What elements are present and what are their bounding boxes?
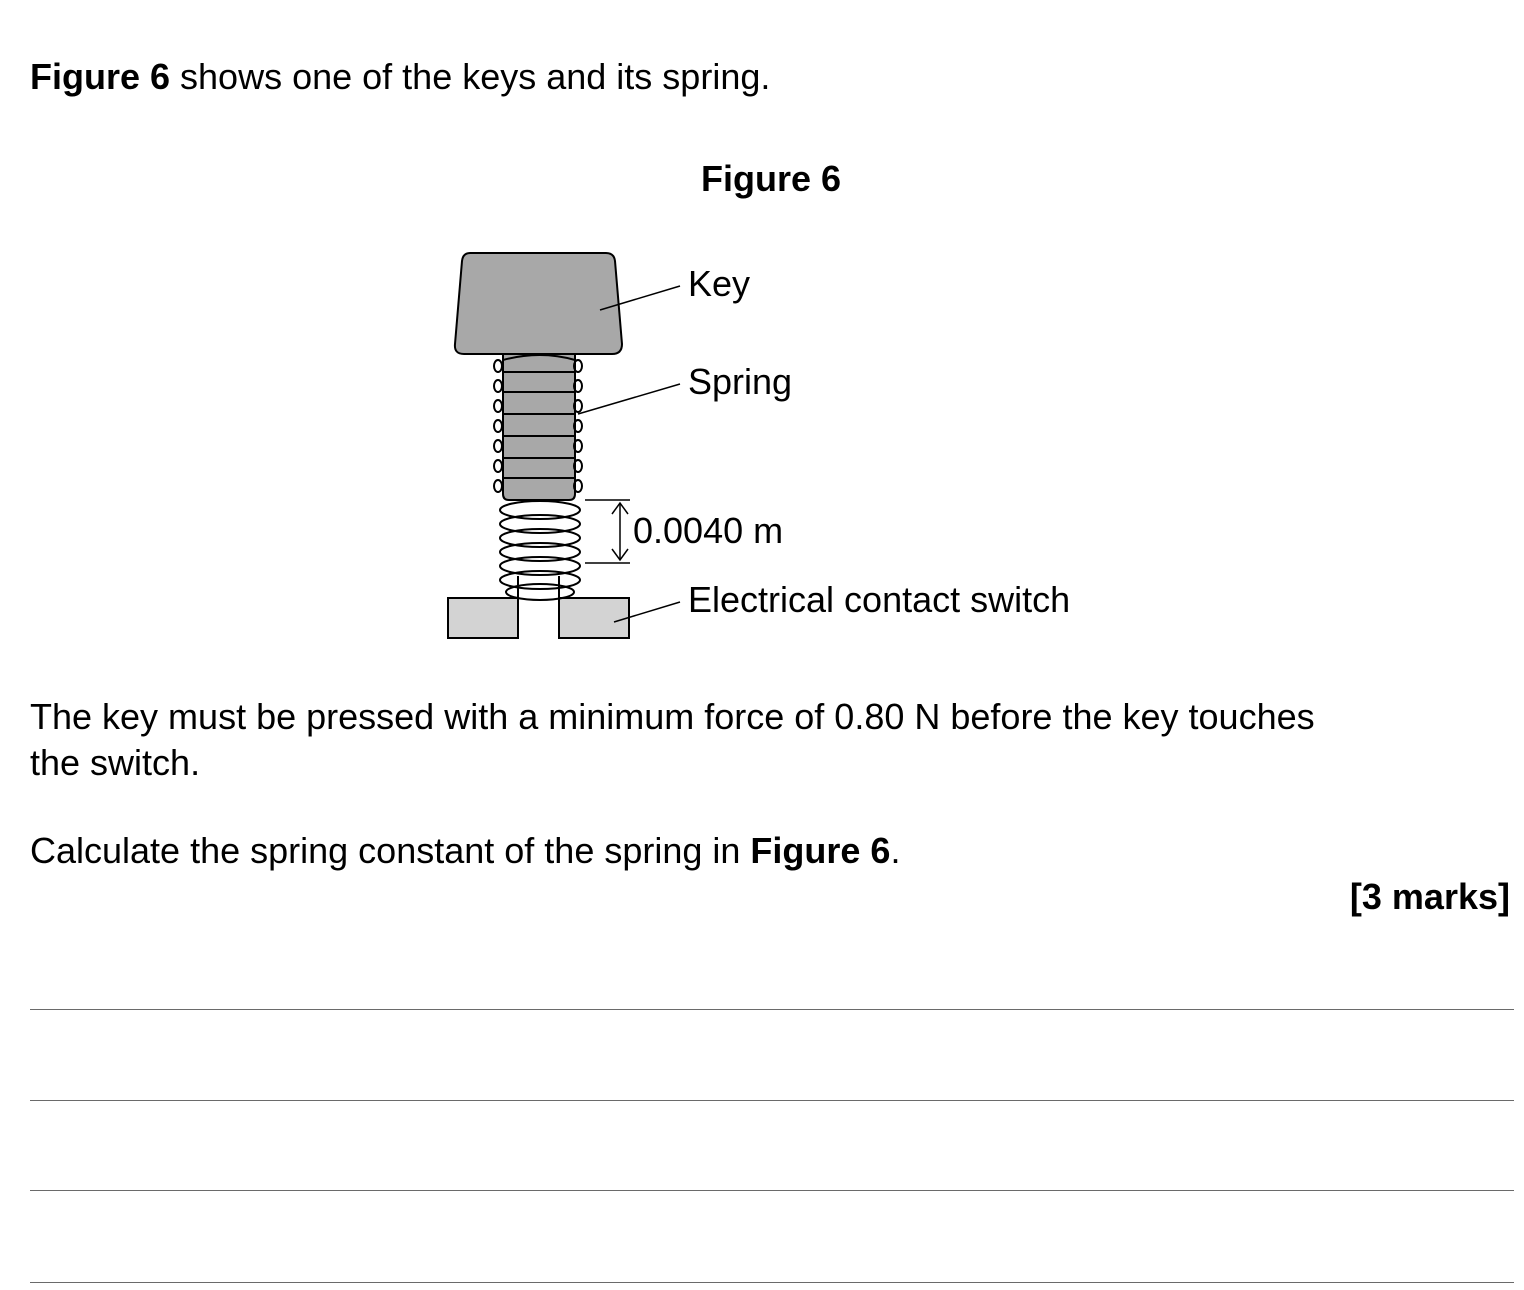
spring-lower-coils: [500, 501, 580, 600]
key-cap: [455, 253, 622, 354]
figure-title: Figure 6: [700, 158, 842, 199]
answer-line-4[interactable]: [30, 1282, 1514, 1283]
question-prefix: Calculate the spring constant of the spring in: [30, 830, 751, 871]
question-text: [30, 828, 900, 874]
switch-left-block: [448, 598, 518, 638]
answer-line-2[interactable]: [30, 1100, 1514, 1101]
spring-leader-line: [578, 384, 680, 414]
statement-line-2: the switch.: [30, 742, 201, 783]
answer-line-3[interactable]: [30, 1190, 1514, 1191]
spring-label: Spring: [688, 361, 793, 402]
question-suffix: .: [890, 830, 901, 871]
gap-dimension-arrow: [585, 500, 630, 563]
gap-label: 0.0040 m: [633, 510, 784, 551]
switch-right-block: [559, 598, 629, 638]
statement-line-1: The key must be pressed with a minimum force of 0.80 N before the key touches: [30, 696, 1315, 737]
switch-label: Electrical contact switch: [688, 579, 1071, 620]
marks-badge: [3 marks]: [1349, 876, 1510, 917]
intro-text: shows one of the keys and its spring.: [170, 56, 771, 97]
intro-figure-ref: Figure 6: [30, 56, 171, 97]
answer-line-1[interactable]: [30, 1009, 1514, 1010]
key-label: Key: [688, 263, 751, 304]
question-figure-ref: Figure 6: [750, 830, 891, 871]
